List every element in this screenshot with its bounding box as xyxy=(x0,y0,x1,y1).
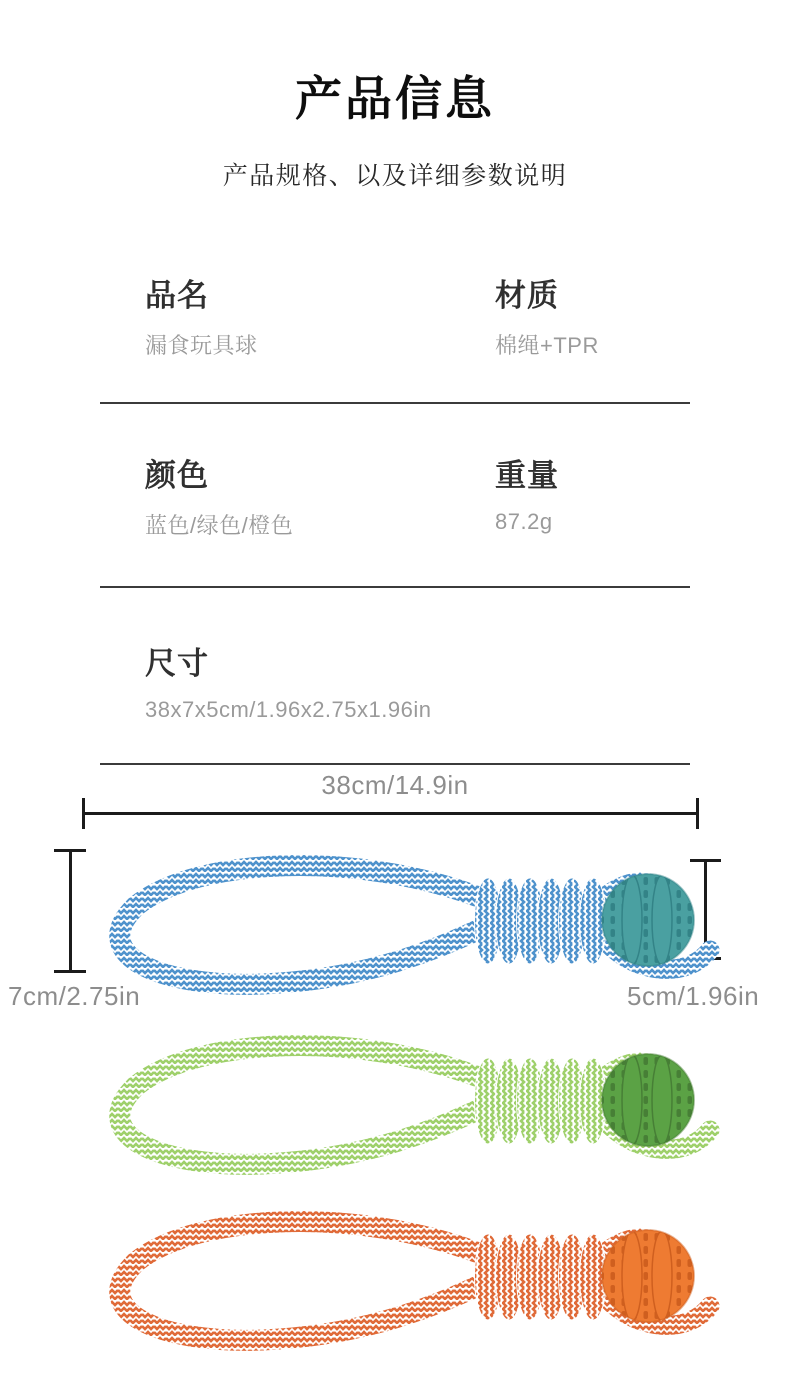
spec-row-name-material xyxy=(100,252,690,404)
page-title: 产品信息 xyxy=(295,72,495,125)
spec-value-weight: 87.2g xyxy=(495,509,553,534)
dimension-length-line xyxy=(83,812,698,815)
spec-value-material: 棉绳+TPR xyxy=(495,333,599,358)
dimension-length-tick-right xyxy=(696,798,699,829)
spec-cell-material xyxy=(450,270,690,360)
spec-label-weight: 重量 xyxy=(495,458,559,493)
toy-orange-variant xyxy=(58,1192,742,1364)
spec-label-material: 材质 xyxy=(495,278,559,313)
spec-value-color: 蓝色/绿色/橙色 xyxy=(145,513,294,538)
dimension-length-label: 38cm/14.9in xyxy=(321,770,469,800)
spec-label-size: 尺寸 xyxy=(145,646,209,681)
page-subtitle: 产品规格、以及详细参数说明 xyxy=(222,162,568,190)
spec-row-color-weight xyxy=(100,404,690,588)
dimension-height-label: 7cm/2.75in xyxy=(8,981,141,1011)
spec-label-name: 品名 xyxy=(145,278,209,313)
spec-cell-weight xyxy=(450,450,690,540)
spec-row-size xyxy=(100,588,690,765)
spec-cell-name xyxy=(100,270,450,360)
dimension-length-tick-left xyxy=(82,798,85,829)
toy-blue-variant xyxy=(58,836,742,1008)
toy-green-variant xyxy=(58,1016,742,1188)
spec-cell-color xyxy=(100,450,450,540)
spec-cell-size xyxy=(100,638,450,723)
spec-value-size: 38x7x5cm/1.96x2.75x1.96in xyxy=(145,697,432,722)
spec-value-name: 漏食玩具球 xyxy=(145,333,258,358)
dimension-ball-label: 5cm/1.96in xyxy=(627,981,760,1011)
spec-label-color: 颜色 xyxy=(145,458,209,493)
spec-table xyxy=(100,252,690,765)
